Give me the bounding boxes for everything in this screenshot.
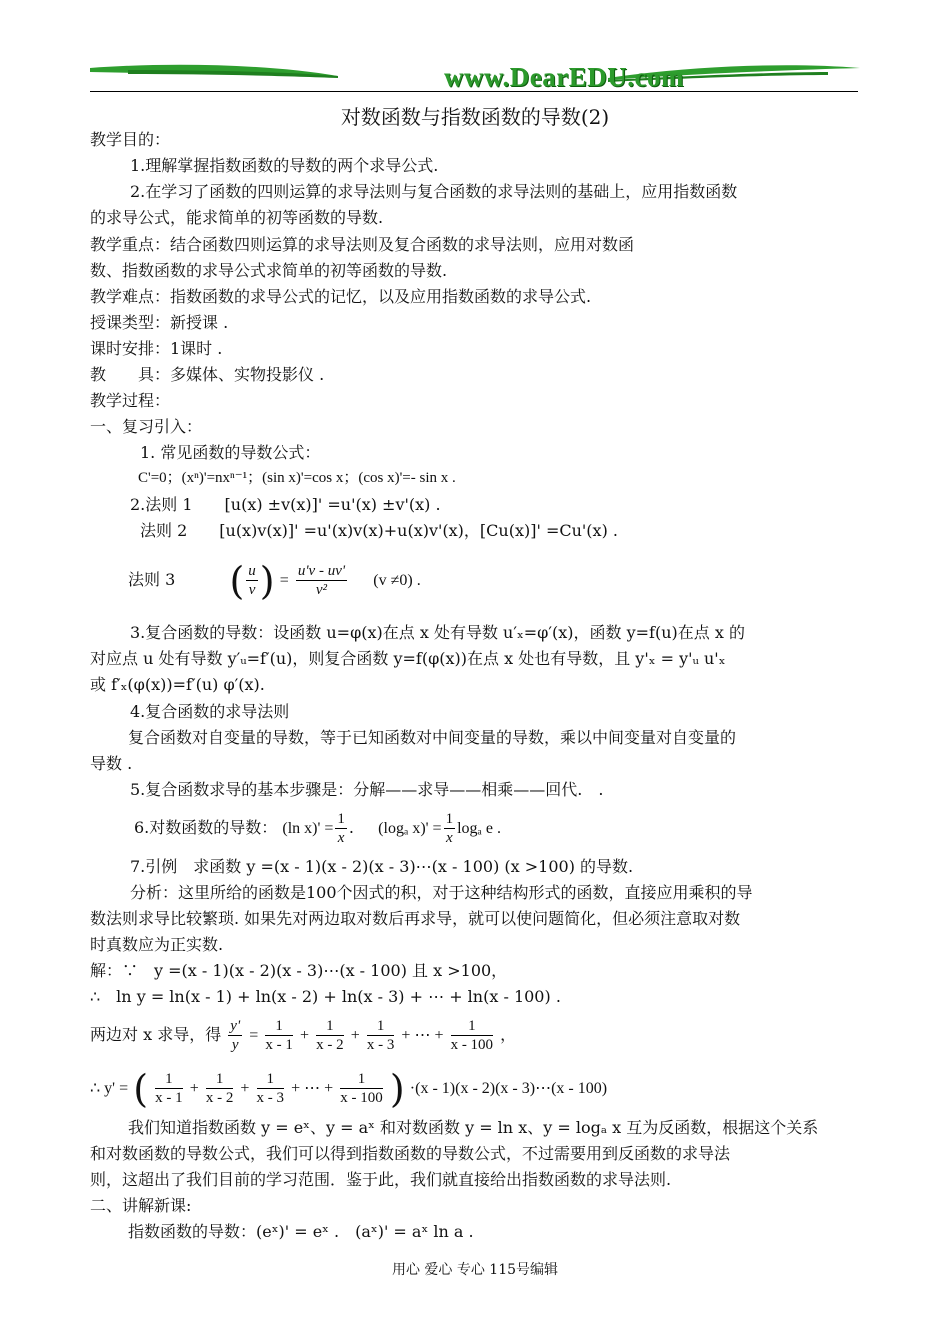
fraction-denominator: x xyxy=(445,830,453,846)
fraction-numerator: 1 xyxy=(367,1017,395,1036)
ellipsis-sum: + ⋯ + xyxy=(401,1027,444,1044)
fraction-term-2 xyxy=(206,1070,234,1107)
fraction-yprime-over-y xyxy=(228,1017,242,1054)
formula-line: 法则 2 [u(x)v(x)]' =u'(x)v(x)+u(x)v'(x)，[Cu(x)]' =Cu'(x) . xyxy=(140,521,618,540)
text-line: 二、讲解新课: xyxy=(90,1196,192,1215)
fraction-numerator: u'v - uv' xyxy=(297,563,346,579)
fraction-denominator: x xyxy=(337,830,345,846)
fraction-denominator: x - 2 xyxy=(205,1090,234,1106)
equals-sign: = xyxy=(279,572,289,589)
text-line: 和对数函数的导数公式，我们可以得到指数函数的导数公式，不过需要用到反函数的求导法 xyxy=(90,1144,731,1163)
fraction-numerator: u xyxy=(248,563,256,579)
fraction-term-3 xyxy=(257,1070,285,1107)
condition-text: (v ≠0) . xyxy=(373,572,421,589)
rule-3-line xyxy=(128,555,421,606)
header-rule xyxy=(90,91,858,92)
text-line: 复合函数对自变量的导数，等于已知函数对中间变量的导数，乘以中间变量对自变量的 xyxy=(128,728,737,747)
text-line: 解：∵ y =(x - 1)(x - 2)(x - 3)⋯(x - 100) 且 x >100， xyxy=(90,961,508,980)
product-tail: ·(x - 1)(x - 2)(x - 3)⋯(x - 100) xyxy=(409,1080,608,1097)
fraction-numerator: 1 xyxy=(445,811,454,827)
text-line: 授课类型：新授课 . xyxy=(90,313,229,332)
fraction-numerator: 1 xyxy=(155,1070,183,1089)
fraction-numerator: 1 xyxy=(265,1017,293,1036)
fraction-one-over-x xyxy=(444,810,456,847)
text-line: 教 具：多媒体、实物投影仪 . xyxy=(90,365,325,384)
text-line: 或 f′ₓ(φ(x))=f′(u) φ′(x). xyxy=(90,675,265,694)
text-line: 教学重点：结合函数四则运算的求导法则及复合函数的求导法则，应用对数函 xyxy=(90,235,635,254)
plus-sign: + xyxy=(240,1080,250,1097)
text-line: 7.引例 求函数 y =(x - 1)(x - 2)(x - 3)⋯(x - 100) (x >100) 的导数. xyxy=(130,857,634,876)
fraction-one-over-x xyxy=(335,810,347,847)
ellipsis-sum: + ⋯ + xyxy=(291,1080,334,1097)
fraction-denominator: x - 3 xyxy=(366,1037,395,1053)
equals-sign: = xyxy=(249,1027,259,1044)
dot-sep: . xyxy=(348,818,354,837)
fraction-numerator: 1 xyxy=(257,1070,285,1089)
text-line: 教学难点：指数函数的求导公式的记忆，以及应用指数函数的求导公式. xyxy=(90,287,592,306)
text-line: 课时安排：1课时 . xyxy=(90,339,223,358)
fraction-term-100 xyxy=(451,1017,494,1054)
fraction-denominator: x - 100 xyxy=(340,1090,383,1106)
fraction-denominator: v xyxy=(248,582,256,598)
text-line: 数、指数函数的求导公式求简单的初等函数的导数. xyxy=(90,261,448,280)
fraction-term-3 xyxy=(367,1017,395,1054)
derivative-sum-label: 两边对 x 求导，得 xyxy=(90,1025,222,1044)
page-title: 对数函数与指数函数的导数(2) xyxy=(340,105,610,129)
fraction-numerator: 1 xyxy=(206,1070,234,1089)
log-derivative-label: 6.对数函数的导数： xyxy=(134,818,278,837)
fraction-term-1 xyxy=(265,1017,293,1054)
text-line: 一、复习引入： xyxy=(90,417,203,436)
formula-log-a: (logₐ x)' = xyxy=(378,820,442,837)
formula-log-a-e: logₐ e . xyxy=(457,820,501,837)
text-line: 指数函数的导数：(eˣ)' = eˣ . (aˣ)' = aˣ ln a . xyxy=(128,1222,474,1241)
plus-sign: + xyxy=(350,1027,360,1044)
fraction-term-1 xyxy=(155,1070,183,1107)
text-line: 教学目的： xyxy=(90,130,171,149)
derivative-sum-line xyxy=(90,1013,516,1058)
fraction-denominator: x - 100 xyxy=(450,1037,494,1053)
text-line: 分析：这里所给的函数是100个因式的积，对于这种结构形式的函数，直接应用乘积的导 xyxy=(130,883,753,902)
text-line: 教学过程： xyxy=(90,391,171,410)
yprime-label: ∴ y' = xyxy=(90,1080,129,1097)
yprime-result-line xyxy=(90,1064,607,1113)
rule-3-label: 法则 3 xyxy=(128,570,176,589)
fraction-numerator: 1 xyxy=(337,811,345,827)
header-banner xyxy=(88,58,862,94)
fraction-denominator: v² xyxy=(315,582,328,598)
fraction-numerator: 1 xyxy=(340,1070,383,1089)
text-line: 3.复合函数的导数：设函数 u=φ(x)在点 x 处有导数 u′ₓ=φ′(x)，函数 y=f(u)在点 x 的 xyxy=(130,623,745,642)
plus-sign: + xyxy=(189,1080,199,1097)
fraction-numerator: y' xyxy=(230,1018,241,1034)
page-footer: 用心 爱心 专心 115号编辑 xyxy=(391,1262,559,1278)
text-line: 导数 . xyxy=(90,754,133,773)
text-line: 1.理解掌握指数函数的导数的两个求导公式. xyxy=(130,156,439,175)
fraction-denominator: x - 3 xyxy=(256,1090,285,1106)
site-logo-text: www.DearEDU.com xyxy=(444,62,684,92)
fraction-u-over-v xyxy=(246,562,258,599)
text-line: 对应点 u 处有导数 y′ᵤ=f′(u)，则复合函数 y=f(φ(x))在点 x 处也有导数，且 y'ₓ = y'ᵤ u'ₓ xyxy=(90,649,726,668)
text-line: 的求导公式，能求简单的初等函数的导数. xyxy=(90,208,384,227)
text-line: 时真数应为正实数. xyxy=(90,935,224,954)
text-line: ∴ ln y = ln(x - 1) + ln(x - 2) + ln(x - 3) + ⋯ + ln(x - 100) . xyxy=(90,987,561,1006)
left-paren: ( xyxy=(133,1066,149,1111)
fraction-numerator: 1 xyxy=(451,1017,494,1036)
fraction-quotient-rule xyxy=(296,562,347,599)
text-line: 1. 常见函数的导数公式： xyxy=(140,443,321,462)
text-line: 我们知道指数函数 y = eˣ、y = aˣ 和对数函数 y = ln x、y = logₐ x 互为反函数，根据这个关系 xyxy=(128,1118,819,1137)
fraction-denominator: y xyxy=(231,1037,239,1053)
text-line: 2.在学习了函数的四则运算的求导法则与复合函数的求导法则的基础上，应用指数函数 xyxy=(130,182,738,201)
text-line: 则，这超出了我们目前的学习范围．鉴于此，我们就直接给出指数函数的求导法则. xyxy=(90,1170,672,1189)
text-line: 4.复合函数的求导法则 xyxy=(130,702,290,721)
text-line: 数法则求导比较繁琐. 如果先对两边取对数后再求导，就可以使问题简化，但必须注意取对数 xyxy=(90,909,741,928)
formula-line: C'=0；(xⁿ)'=nxⁿ⁻¹；(sin x)'=cos x；(cos x)'=- sin x . xyxy=(138,470,456,486)
fraction-term-100 xyxy=(340,1070,383,1107)
fraction-denominator: x - 1 xyxy=(155,1090,183,1106)
right-paren: ) xyxy=(259,558,275,603)
right-paren: ) xyxy=(389,1066,405,1111)
text-line: 5.复合函数求导的基本步骤是：分解——求导——相乘——回代. . xyxy=(130,780,604,799)
fraction-term-2 xyxy=(316,1017,344,1054)
formula-ln: (ln x)' = xyxy=(282,820,334,837)
fraction-denominator: x - 1 xyxy=(265,1037,293,1053)
plus-sign: + xyxy=(299,1027,310,1044)
fraction-numerator: 1 xyxy=(316,1017,344,1036)
comma-sep: ， xyxy=(500,1025,517,1044)
fraction-denominator: x - 2 xyxy=(316,1037,344,1053)
formula-line: 2.法则 1 [u(x) ±v(x)]' =u'(x) ±v'(x) . xyxy=(130,495,441,514)
log-derivative-line xyxy=(134,808,501,849)
left-paren: ( xyxy=(229,558,245,603)
